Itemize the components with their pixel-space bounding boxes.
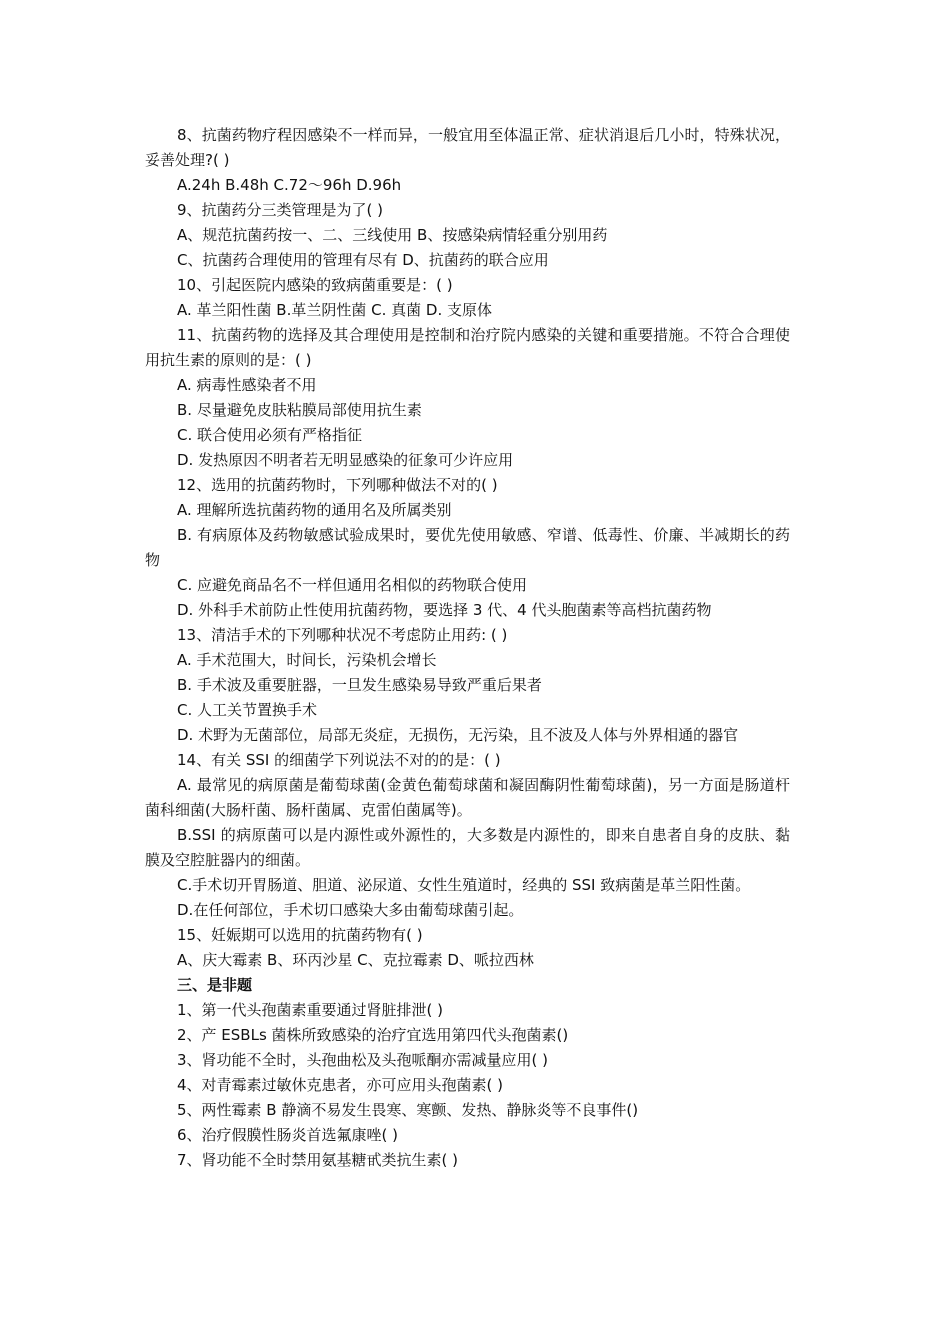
question-8: 8、抗菌药物疗程因感染不一样而异，一般宜用至体温正常、症状消退后几小时，特殊状况，妥善处理?( ) <box>145 126 790 169</box>
question-11-option-d: D. 发热原因不明者若无明显感染的征象可少许应用 <box>177 451 514 469</box>
question-13-option-a: A. 手术范围大，时间长，污染机会增长 <box>177 651 437 669</box>
tf-question-7: 7、肾功能不全时禁用氨基糖甙类抗生素( ) <box>177 1151 459 1169</box>
question-12-option-c: C. 应避免商品名不一样但通用名相似的药物联合使用 <box>177 576 528 594</box>
tf-question-6: 6、治疗假膜性肠炎首选氟康唑( ) <box>177 1126 399 1144</box>
tf-question-1: 1、第一代头孢菌素重要通过肾脏排泄( ) <box>177 1001 444 1019</box>
question-11-option-b: B. 尽量避免皮肤粘膜局部使用抗生素 <box>177 401 422 419</box>
question-12-option-b: B. 有病原体及药物敏感试验成果时，要优先使用敏感、窄谱、低毒性、价廉、半减期长的药物 <box>145 526 790 569</box>
question-11: 11、抗菌药物的选择及其合理使用是控制和治疗院内感染的关键和重要措施。不符合合理使用抗生素的原则的是：( ) <box>145 326 790 369</box>
question-12-option-d: D. 外科手术前防止性使用抗菌药物，要选择 3 代、4 代头胞菌素等高档抗菌药物 <box>177 601 712 619</box>
tf-question-2: 2、产 ESBLs 菌株所致感染的治疗宜选用第四代头孢菌素() <box>177 1026 569 1044</box>
question-8-options: A.24h B.48h C.72～96h D.96h <box>177 176 402 194</box>
question-12: 12、选用的抗菌药物时，下列哪种做法不对的( ) <box>177 476 498 494</box>
tf-question-4: 4、对青霉素过敏休克患者，亦可应用头孢菌素( ) <box>177 1076 504 1094</box>
tf-question-5: 5、两性霉素 B 静滴不易发生畏寒、寒颤、发热、静脉炎等不良事件() <box>177 1101 639 1119</box>
question-14-option-c: C.手术切开胃肠道、胆道、泌尿道、女性生殖道时，经典的 SSI 致病菌是革兰阳性菌。 <box>177 876 751 894</box>
question-14-option-b: B.SSI 的病原菌可以是内源性或外源性的，大多数是内源性的，即来自患者自身的皮肤、黏膜及空腔脏器内的细菌。 <box>145 826 790 869</box>
question-13: 13、清洁手术的下列哪种状况不考虑防止用药: ( ) <box>177 626 508 644</box>
question-15: 15、妊娠期可以选用的抗菌药物有( ) <box>177 926 423 944</box>
question-9-options-ab: A、规范抗菌药按一、二、三线使用 B、按感染病情轻重分别用药 <box>177 226 608 244</box>
section-heading-true-false: 三、是非题 <box>177 976 253 994</box>
tf-question-3: 3、肾功能不全时，头孢曲松及头孢哌酮亦需减量应用( ) <box>177 1051 549 1069</box>
question-10: 10、引起医院内感染的致病菌重要是：( ) <box>177 276 453 294</box>
question-11-option-a: A. 病毒性感染者不用 <box>177 376 317 394</box>
question-9: 9、抗菌药分三类管理是为了( ) <box>177 201 384 219</box>
question-9-options-cd: C、抗菌药合理使用的管理有尽有 D、抗菌药的联合应用 <box>177 251 549 269</box>
question-13-option-b: B. 手术波及重要脏器，一旦发生感染易导致严重后果者 <box>177 676 542 694</box>
question-12-option-a: A. 理解所选抗菌药物的通用名及所属类别 <box>177 501 452 519</box>
question-11-option-c: C. 联合使用必须有严格指征 <box>177 426 363 444</box>
question-14-option-d: D.在任何部位，手术切口感染大多由葡萄球菌引起。 <box>177 901 524 919</box>
document-body <box>145 123 790 1173</box>
question-14-option-a: A. 最常见的病原菌是葡萄球菌(金黄色葡萄球菌和凝固酶阴性葡萄球菌)，另一方面是肠道杆菌科细菌(大肠杆菌、肠杆菌属、克雷伯菌属等)。 <box>145 776 790 819</box>
question-14: 14、有关 SSI 的细菌学下列说法不对的的是：( ) <box>177 751 501 769</box>
question-13-option-c: C. 人工关节置换手术 <box>177 701 318 719</box>
question-13-option-d: D. 术野为无菌部位，局部无炎症，无损伤，无污染，且不波及人体与外界相通的器官 <box>177 726 739 744</box>
question-10-options: A. 革兰阳性菌 B.革兰阴性菌 C. 真菌 D. 支原体 <box>177 301 492 319</box>
question-15-options: A、庆大霉素 B、环丙沙星 C、克拉霉素 D、哌拉西林 <box>177 951 534 969</box>
